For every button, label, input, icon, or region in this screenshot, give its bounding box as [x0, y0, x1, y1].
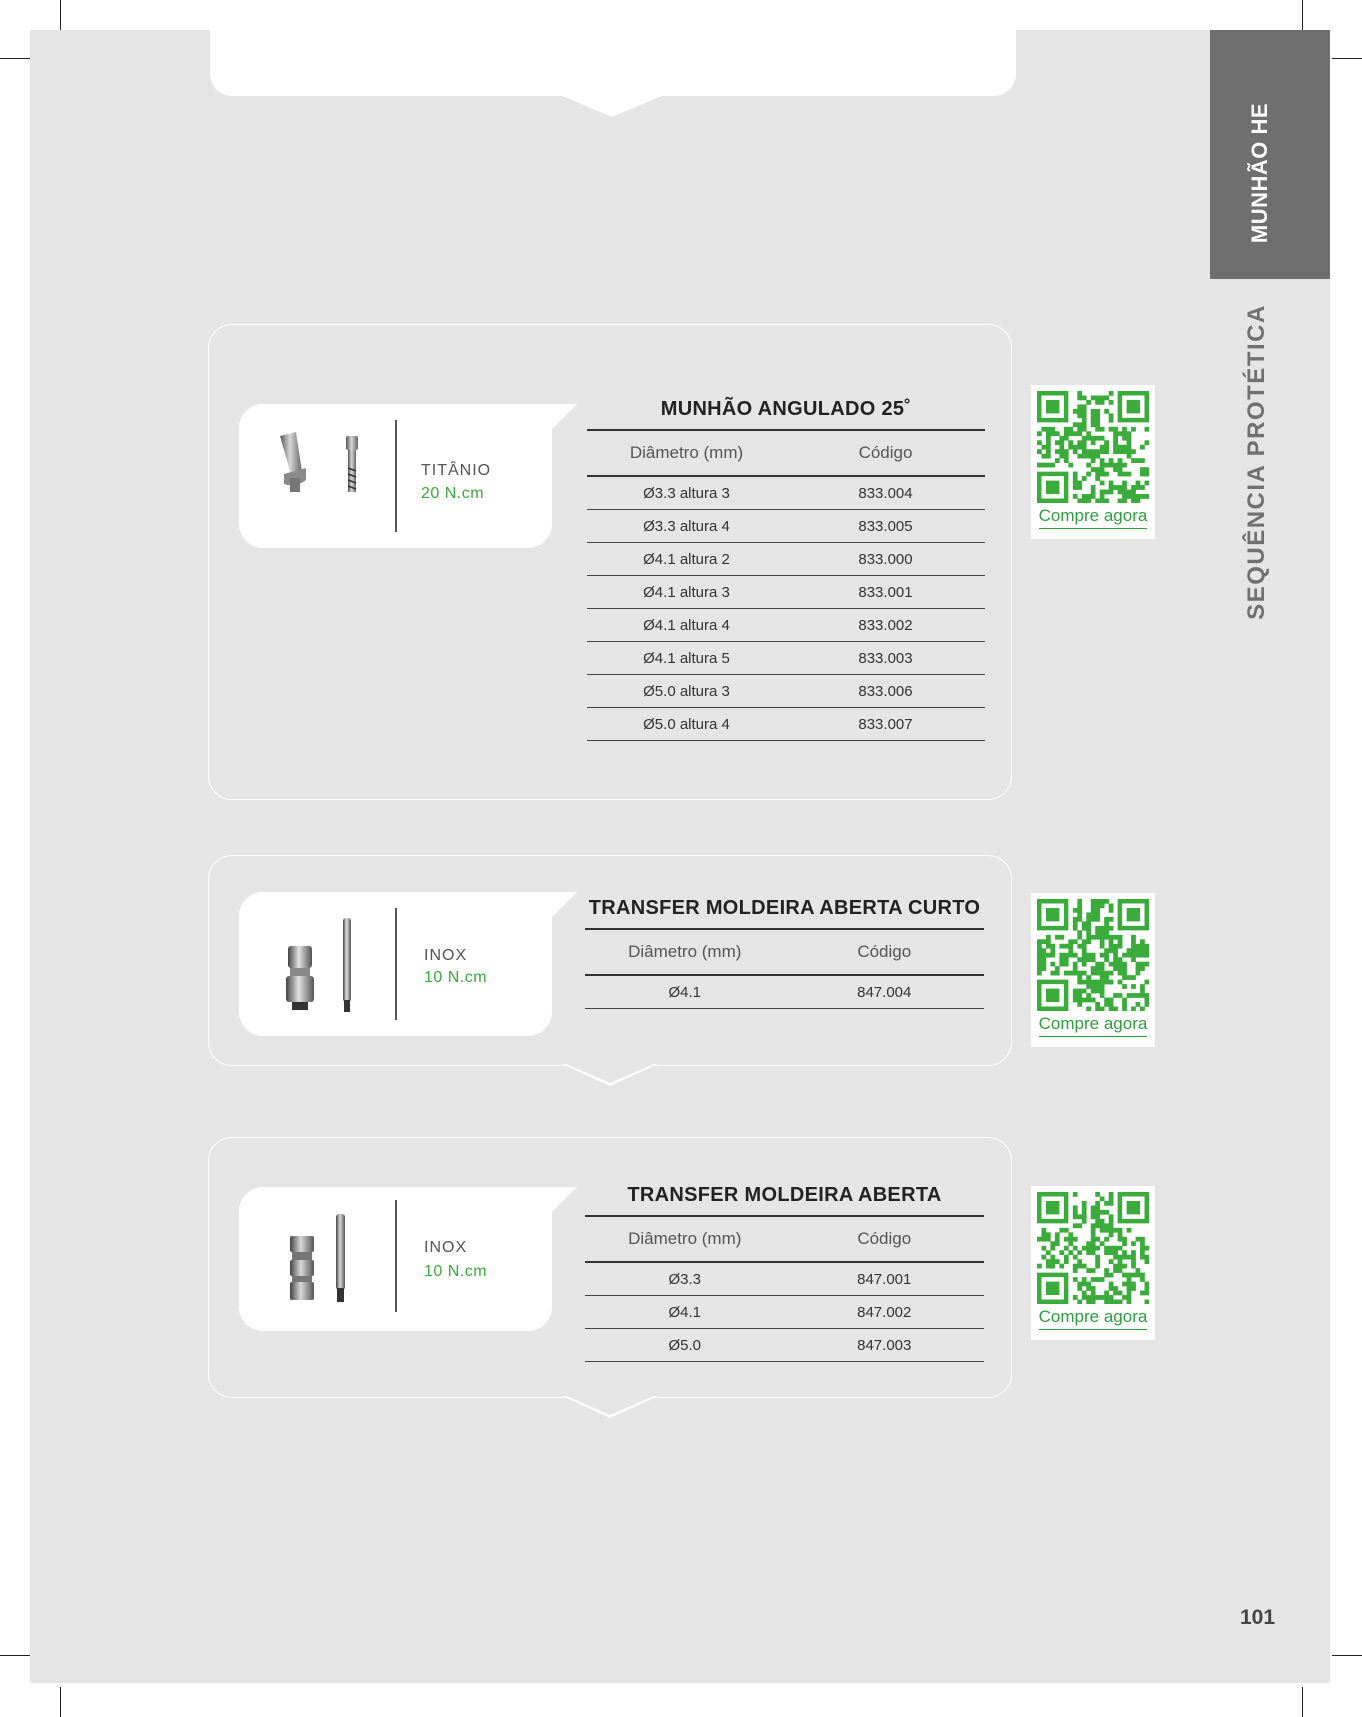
cell-diameter: Ø5.0 altura 3 — [643, 682, 730, 700]
table-header — [585, 1215, 984, 1263]
crop-mark — [1302, 1687, 1303, 1717]
buy-now-link[interactable]: Compre agora — [1038, 506, 1148, 525]
material-label: INOX — [424, 947, 468, 964]
product-table — [585, 928, 984, 1009]
product-title: MUNHÃO ANGULADO 25˚ — [660, 398, 912, 420]
product-title: TRANSFER MOLDEIRA ABERTA CURTO — [588, 897, 981, 919]
info-divider — [395, 420, 397, 532]
torque-label: 20 N.cm — [421, 485, 485, 502]
buy-now-link[interactable]: Compre agora — [1038, 1014, 1148, 1033]
info-box-tail — [552, 1187, 577, 1212]
cell-diameter: Ø3.3 — [668, 1270, 702, 1288]
header-diameter: Diâmetro (mm) — [628, 942, 742, 961]
card-notch — [564, 1063, 656, 1083]
torque-label: 10 N.cm — [424, 1263, 488, 1280]
cell-diameter: Ø3.3 altura 3 — [643, 484, 730, 502]
cell-diameter: Ø4.1 — [668, 1303, 702, 1321]
table-header — [585, 928, 984, 976]
table-row — [587, 642, 985, 675]
top-card — [210, 30, 1016, 96]
header-code: Código — [858, 443, 913, 462]
material-label: TITÂNIO — [421, 462, 492, 479]
cell-diameter: Ø4.1 altura 4 — [643, 616, 730, 634]
crop-mark — [1332, 58, 1362, 59]
product-table — [585, 1215, 984, 1362]
cell-code: 847.004 — [857, 983, 912, 1001]
table-row — [587, 576, 985, 609]
cell-code: 833.006 — [858, 682, 913, 700]
info-box-tail — [552, 892, 577, 917]
product-image-munhao-angulado — [270, 428, 370, 504]
table-row — [585, 1329, 984, 1362]
torque-label: 10 N.cm — [424, 969, 488, 986]
cell-code: 833.000 — [858, 550, 913, 568]
cell-diameter: Ø4.1 — [668, 983, 702, 1001]
table-row — [587, 675, 985, 708]
qr-code-icon — [1037, 899, 1149, 1011]
material-label: INOX — [424, 1239, 468, 1256]
card-notch — [564, 1395, 656, 1415]
cell-code: 833.003 — [858, 649, 913, 667]
table-row — [587, 510, 985, 543]
qr-card[interactable] — [1031, 1186, 1155, 1340]
cell-diameter: Ø5.0 altura 4 — [643, 715, 730, 733]
link-underline — [1039, 1036, 1147, 1037]
header-diameter: Diâmetro (mm) — [629, 443, 744, 462]
cell-code: 833.007 — [858, 715, 913, 733]
info-divider — [395, 1200, 397, 1312]
page-number: 101 — [1240, 1606, 1276, 1629]
cell-code: 833.002 — [858, 616, 913, 634]
cell-code: 833.005 — [858, 517, 913, 535]
buy-now-link[interactable]: Compre agora — [1038, 1307, 1148, 1326]
qr-code-icon — [1037, 1192, 1149, 1304]
crop-mark — [0, 58, 30, 59]
link-underline — [1039, 528, 1147, 529]
side-section-label: SEQUÊNCIA PROTÉTICA — [1243, 304, 1270, 620]
cell-code: 847.001 — [857, 1270, 912, 1288]
table-row — [585, 1296, 984, 1329]
qr-card[interactable] — [1031, 893, 1155, 1047]
link-underline — [1039, 1329, 1147, 1330]
table-row — [587, 477, 985, 510]
crop-mark — [0, 1655, 30, 1656]
product-title: TRANSFER MOLDEIRA ABERTA — [627, 1184, 942, 1206]
qr-code-icon — [1037, 391, 1149, 503]
cell-diameter: Ø5.0 — [668, 1336, 702, 1354]
product-image-transfer-aberta — [284, 1208, 364, 1308]
table-row — [587, 609, 985, 642]
cell-code: 847.002 — [857, 1303, 912, 1321]
table-header — [587, 429, 985, 477]
cell-code: 847.003 — [857, 1336, 912, 1354]
info-divider — [395, 908, 397, 1020]
header-code: Código — [857, 942, 912, 961]
cell-code: 833.001 — [858, 583, 913, 601]
product-table — [587, 429, 985, 741]
header-code: Código — [857, 1229, 912, 1248]
crop-mark — [60, 1687, 61, 1717]
qr-card[interactable] — [1031, 385, 1155, 539]
cell-diameter: Ø4.1 altura 2 — [643, 550, 730, 568]
crop-mark — [60, 0, 61, 30]
product-image-transfer-curto — [280, 912, 360, 1016]
table-row — [587, 543, 985, 576]
table-row — [585, 976, 984, 1009]
top-card-notch — [560, 95, 664, 117]
table-row — [587, 708, 985, 741]
cell-diameter: Ø4.1 altura 3 — [643, 583, 730, 601]
crop-mark — [1302, 0, 1303, 30]
cell-code: 833.004 — [858, 484, 913, 502]
cell-diameter: Ø4.1 altura 5 — [643, 649, 730, 667]
info-box-tail — [552, 404, 577, 429]
crop-mark — [1332, 1655, 1362, 1656]
side-tab-label: MUNHÃO HE — [1247, 102, 1272, 244]
table-row — [585, 1263, 984, 1296]
header-diameter: Diâmetro (mm) — [628, 1229, 742, 1248]
cell-diameter: Ø3.3 altura 4 — [643, 517, 730, 535]
